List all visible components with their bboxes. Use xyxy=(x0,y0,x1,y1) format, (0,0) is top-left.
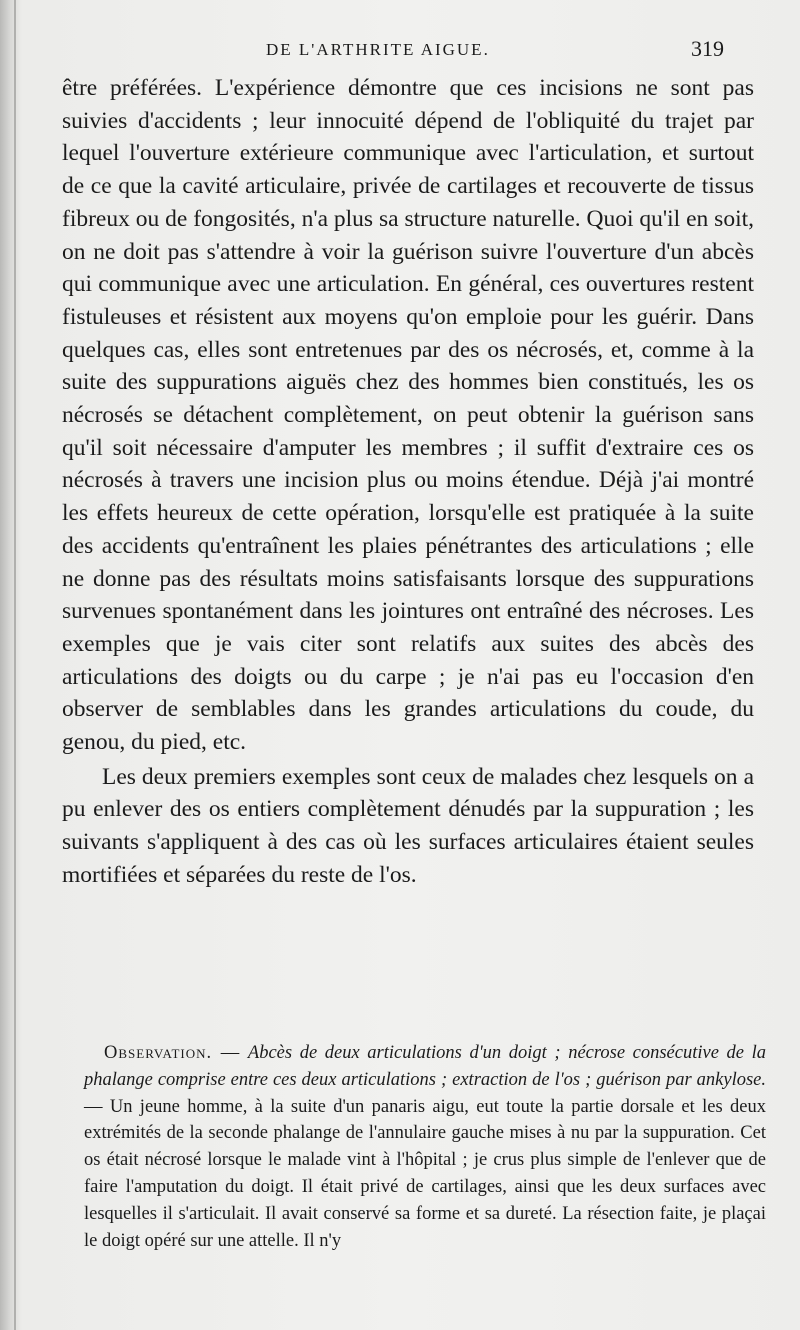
page-header xyxy=(60,34,760,64)
binding-gutter xyxy=(14,0,16,1330)
running-title: DE L'ARTHRITE AIGUE. xyxy=(266,40,490,59)
observation-text: — Un jeune homme, à la suite d'un panaris aigu, eut toute la partie dorsale et les deux extrémités de la seconde phalange de l'annulaire gauche mises à nu par la suppuration. Cet os était nécrosé lorsque le malade vint à l'hôpital ; je crus plus simple de l'enlever que de faire l'amputation du doigt. Il était privé de cartilages, ainsi que les deux surfaces avec lesquelles il s'articulait. Il avait conservé sa forme et sa dureté. La résection faite, je plaçai le doigt opéré sur une attelle. Il n'y xyxy=(84,1096,766,1251)
paragraph-1: être préférées. L'expérience démontre que ces incisions ne sont pas suivies d'accidents ; leur innocuité dépend de l'obliquité du trajet par lequel l'ouverture extérieure communique avec l'articulation, et surtout de ce que la cavité articulaire, privée de cartilages et recouverte de tissus fibreux ou de fongosités, n'a plus sa structure naturelle. Quoi qu'il en soit, on ne doit pas s'attendre à voir la guérison suivre l'ouverture d'un abcès qui communique avec une articulation. En général, ces ouvertures restent fistuleuses et résistent aux moyens qu'on emploie pour les guérir. Dans quelques cas, elles sont entretenues par des os nécrosés, et, comme à la suite des suppurations aiguës chez des hommes bien constitués, les os nécrosés se détachent complètement, on peut obtenir la guérison sans qu'il soit nécessaire d'amputer les membres ; il suffit d'extraire ces os nécrosés à travers une incision plus ou moins étendue. Déjà j'ai montré les effets heureux de cette opération, lorsqu'elle est pratiquée à la suite des accidents qu'entraînent les plaies pénétrantes des articulations ; elle ne donne pas des résultats moins satisfaisants lorsque des suppurations survenues spontanément dans les jointures ont entraîné des nécroses. Les exemples que je vais citer sont relatifs aux suites des abcès des articulations des doigts ou du carpe ; je n'ai pas eu l'occasion d'en observer de semblables dans les grandes articulations du coude, du genou, du pied, etc. xyxy=(62,75,754,756)
observation-label: Observation. — xyxy=(104,1043,241,1063)
observation-block xyxy=(84,1040,766,1254)
paragraph-2: Les deux premiers exemples sont ceux de malades chez lesquels on a pu enlever des os entiers complètement dénudés par la suppuration ; les suivants s'appliquent à des cas où les surfaces articulaires étaient seules mortifiées et séparées du reste de l'os. xyxy=(62,763,754,888)
main-text xyxy=(62,72,754,892)
observation-paragraph xyxy=(84,1040,766,1254)
page-number: 319 xyxy=(691,36,724,61)
observation-title: Abcès de deux articulations d'un doigt ; nécrose consécutive de la phalange comprise entre ces deux articulations ; extraction de l'os ; guérison par ankylose. xyxy=(84,1043,767,1090)
